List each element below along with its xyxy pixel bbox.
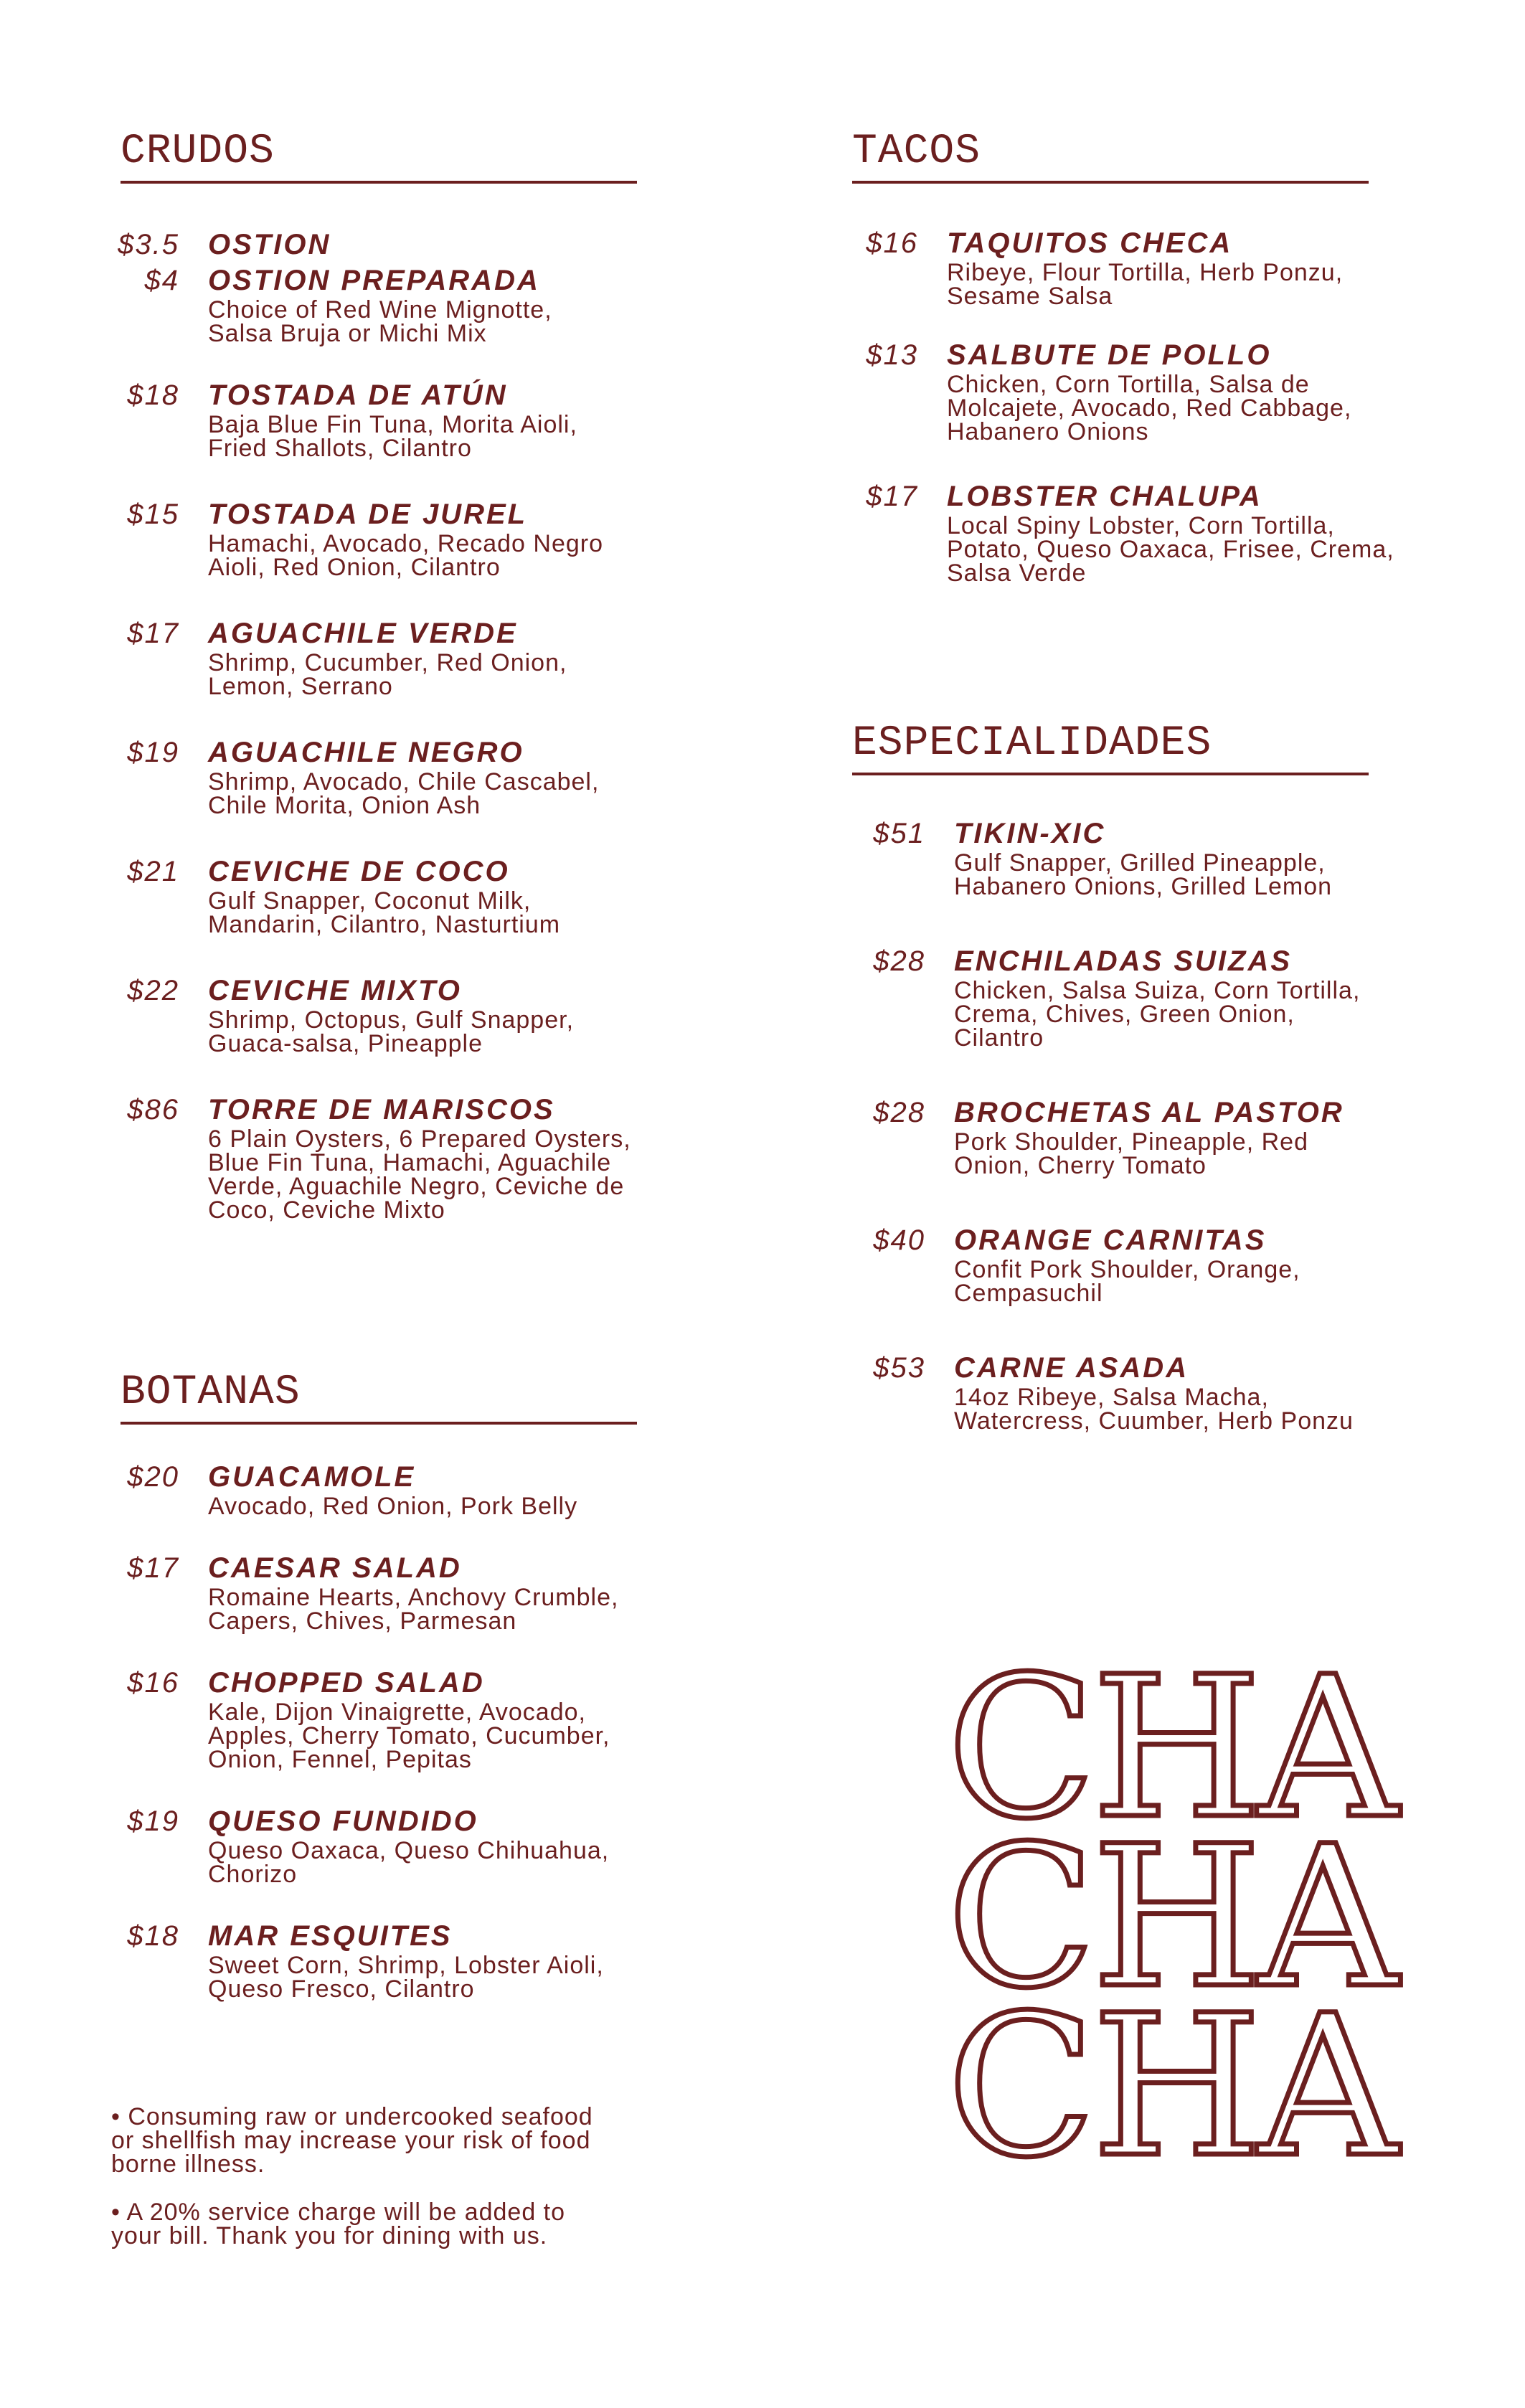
raw-food-warning (111, 2105, 656, 2176)
item-desc-line: Queso Fresco, Cilantro (208, 1975, 475, 2003)
item-price: $17 (127, 617, 179, 649)
item-desc-line: Chile Morita, Onion Ash (208, 791, 481, 819)
menu-item (100, 973, 660, 1056)
item-desc-line: Lemon, Serrano (208, 672, 393, 700)
item-desc-line: Onion, Cherry Tomato (954, 1151, 1207, 1179)
item-desc-line: Avocado, Red Onion, Pork Belly (208, 1492, 578, 1520)
item-desc-line: Chicken, Corn Tortilla, Salsa de (947, 370, 1310, 398)
menu-item (846, 816, 1463, 899)
note-line: borne illness. (111, 2150, 265, 2178)
item-price: $15 (127, 498, 179, 530)
item-desc-line: Capers, Chives, Parmesan (208, 1607, 517, 1635)
item-name: MAR ESQUITES (208, 1920, 453, 1952)
item-price: $22 (127, 974, 179, 1006)
item-desc-line: Habanero Onions, Grilled Lemon (954, 872, 1333, 900)
item-name: GUACAMOLE (208, 1460, 416, 1493)
item-desc-line: Fried Shallots, Cilantro (208, 434, 472, 462)
especialidades-section (846, 721, 1463, 1469)
item-desc-line: Gulf Snapper, Grilled Pineapple, (954, 849, 1326, 877)
menu-item (100, 1092, 660, 1222)
item-desc-line: Queso Oaxaca, Queso Chihuahua, (208, 1836, 610, 1864)
item-price: $3.5 (118, 228, 179, 260)
menu-item (100, 615, 660, 699)
menu-item (839, 225, 1456, 308)
item-name: TORRE DE MARISCOS (208, 1093, 555, 1125)
item-desc-line: Aioli, Red Onion, Cilantro (208, 553, 501, 581)
item-price: $18 (127, 1920, 179, 1952)
menu-item (100, 377, 660, 461)
item-desc-line: Shrimp, Octopus, Gulf Snapper, (208, 1006, 575, 1034)
item-price: $20 (127, 1460, 179, 1493)
item-name: CHOPPED SALAD (208, 1666, 485, 1699)
item-name: SALBUTE DE POLLO (947, 339, 1272, 371)
note-line: • Consuming raw or undercooked seafood (111, 2103, 593, 2130)
item-desc-line: Confit Pork Shoulder, Orange, (954, 1255, 1300, 1283)
botanas-heading: BOTANAS (121, 1370, 637, 1425)
item-price: $19 (127, 1805, 179, 1837)
menu-item (839, 478, 1456, 585)
item-price: $17 (866, 480, 918, 512)
item-desc-line: Blue Fin Tuna, Hamachi, Aguachile (208, 1148, 612, 1176)
item-price: $40 (873, 1224, 925, 1256)
item-name: CEVICHE DE COCO (208, 855, 510, 887)
item-name: AGUACHILE VERDE (208, 617, 518, 649)
menu-item (839, 337, 1456, 444)
item-desc-line: Ribeye, Flour Tortilla, Herb Ponzu, (947, 258, 1344, 286)
item-name: TIKIN-XIC (954, 817, 1106, 849)
item-desc-line: Molcajete, Avocado, Red Cabbage, (947, 394, 1352, 422)
item-price: $16 (866, 227, 918, 259)
item-price: $51 (873, 817, 925, 849)
menu-item (100, 1665, 660, 1772)
item-desc-line: Shrimp, Cucumber, Red Onion, (208, 648, 567, 676)
item-price: $28 (873, 1096, 925, 1128)
item-desc-line: Gulf Snapper, Coconut Milk, (208, 887, 532, 915)
item-desc-line: Cempasuchil (954, 1279, 1103, 1307)
item-desc-line: Pork Shoulder, Pineapple, Red (954, 1128, 1308, 1156)
item-desc-line: Habanero Onions (947, 417, 1149, 445)
item-name: OSTION PREPARADA (208, 264, 540, 296)
item-desc-line: Choice of Red Wine Mignotte, (208, 296, 552, 324)
menu-item (100, 1918, 660, 2001)
crudos-heading: CRUDOS (121, 129, 637, 184)
chachacha-logo (947, 1635, 1394, 2201)
item-desc-line: Sesame Salsa (947, 282, 1113, 310)
item-price: $4 (144, 264, 179, 296)
menu-item (846, 943, 1463, 1050)
item-price: $28 (873, 945, 925, 977)
menu-item (100, 1550, 660, 1633)
item-price: $13 (866, 339, 918, 371)
item-name: BROCHETAS AL PASTOR (954, 1096, 1344, 1128)
note-line: or shellfish may increase your risk of food (111, 2127, 591, 2154)
item-name: ENCHILADAS SUIZAS (954, 945, 1293, 977)
item-desc-line: Shrimp, Avocado, Chile Cascabel, (208, 768, 600, 795)
item-desc-line: Guaca-salsa, Pineapple (208, 1029, 483, 1057)
item-name: TOSTADA DE JUREL (208, 498, 528, 530)
item-name: CARNE ASADA (954, 1351, 1189, 1384)
item-desc-line: 6 Plain Oysters, 6 Prepared Oysters, (208, 1125, 631, 1153)
item-desc-line: Kale, Dijon Vinaigrette, Avocado, (208, 1698, 586, 1726)
item-desc-line: Coco, Ceviche Mixto (208, 1196, 445, 1224)
item-price: $18 (127, 379, 179, 411)
crudos-section (100, 129, 660, 1258)
menu-item (100, 496, 660, 580)
logo-line: CHA (947, 1805, 1394, 2031)
item-desc-line: Onion, Fennel, Pepitas (208, 1745, 472, 1773)
item-desc-line: Salsa Verde (947, 559, 1087, 587)
logo-line: CHA (947, 1974, 1394, 2201)
item-name: CAESAR SALAD (208, 1552, 462, 1584)
item-price: $17 (127, 1552, 179, 1584)
item-desc-line: Crema, Chives, Green Onion, (954, 1000, 1295, 1028)
menu-item (100, 854, 660, 937)
menu-item (100, 1459, 660, 1519)
item-price: $53 (873, 1351, 925, 1384)
especialidades-heading: ESPECIALIDADES (852, 721, 1369, 775)
menu-item (100, 1803, 660, 1887)
item-name: TAQUITOS CHECA (947, 227, 1233, 259)
note-line: your bill. Thank you for dining with us. (111, 2222, 548, 2249)
item-price: $86 (127, 1093, 179, 1125)
item-name: LOBSTER CHALUPA (947, 480, 1262, 512)
item-desc-line: Chorizo (208, 1860, 298, 1888)
item-desc-line: Baja Blue Fin Tuna, Morita Aioli, (208, 410, 577, 438)
item-price: $19 (127, 736, 179, 768)
item-desc-line: Hamachi, Avocado, Recado Negro (208, 529, 604, 557)
item-desc-line: Apples, Cherry Tomato, Cucumber, (208, 1722, 610, 1750)
item-desc-line: Mandarin, Cilantro, Nasturtium (208, 910, 561, 938)
item-desc-line: Watercress, Cuumber, Herb Ponzu (954, 1407, 1354, 1435)
note-line: • A 20% service charge will be added to (111, 2199, 566, 2226)
item-name: AGUACHILE NEGRO (208, 736, 524, 768)
item-name: TOSTADA DE ATÚN (208, 379, 508, 411)
tacos-section (839, 129, 1456, 621)
item-desc-line: Verde, Aguachile Negro, Ceviche de (208, 1172, 625, 1200)
item-desc-line: Local Spiny Lobster, Corn Tortilla, (947, 511, 1335, 539)
item-desc-line: Potato, Queso Oaxaca, Frisee, Crema, (947, 535, 1394, 563)
item-price: $21 (127, 855, 179, 887)
item-name: QUESO FUNDIDO (208, 1805, 478, 1837)
menu-item (846, 1095, 1463, 1178)
menu-item (100, 227, 660, 346)
botanas-section (100, 1370, 660, 2037)
menu-item (100, 735, 660, 818)
item-desc-line: 14oz Ribeye, Salsa Macha, (954, 1383, 1269, 1411)
logo-line: CHA (947, 1635, 1394, 1862)
notes (111, 2105, 656, 2272)
item-name: ORANGE CARNITAS (954, 1224, 1267, 1256)
item-desc-line: Cilantro (954, 1024, 1044, 1052)
menu-item (846, 1350, 1463, 1433)
item-name: OSTION (208, 228, 331, 260)
item-desc-line: Romaine Hearts, Anchovy Crumble, (208, 1583, 619, 1611)
menu-item (846, 1222, 1463, 1305)
item-desc-line: Salsa Bruja or Michi Mix (208, 319, 487, 347)
item-name: CEVICHE MIXTO (208, 974, 462, 1006)
tacos-heading: TACOS (852, 129, 1369, 184)
item-desc-line: Sweet Corn, Shrimp, Lobster Aioli, (208, 1951, 604, 1979)
service-charge-note (111, 2201, 656, 2248)
item-price: $16 (127, 1666, 179, 1699)
item-desc-line: Chicken, Salsa Suiza, Corn Tortilla, (954, 976, 1361, 1004)
